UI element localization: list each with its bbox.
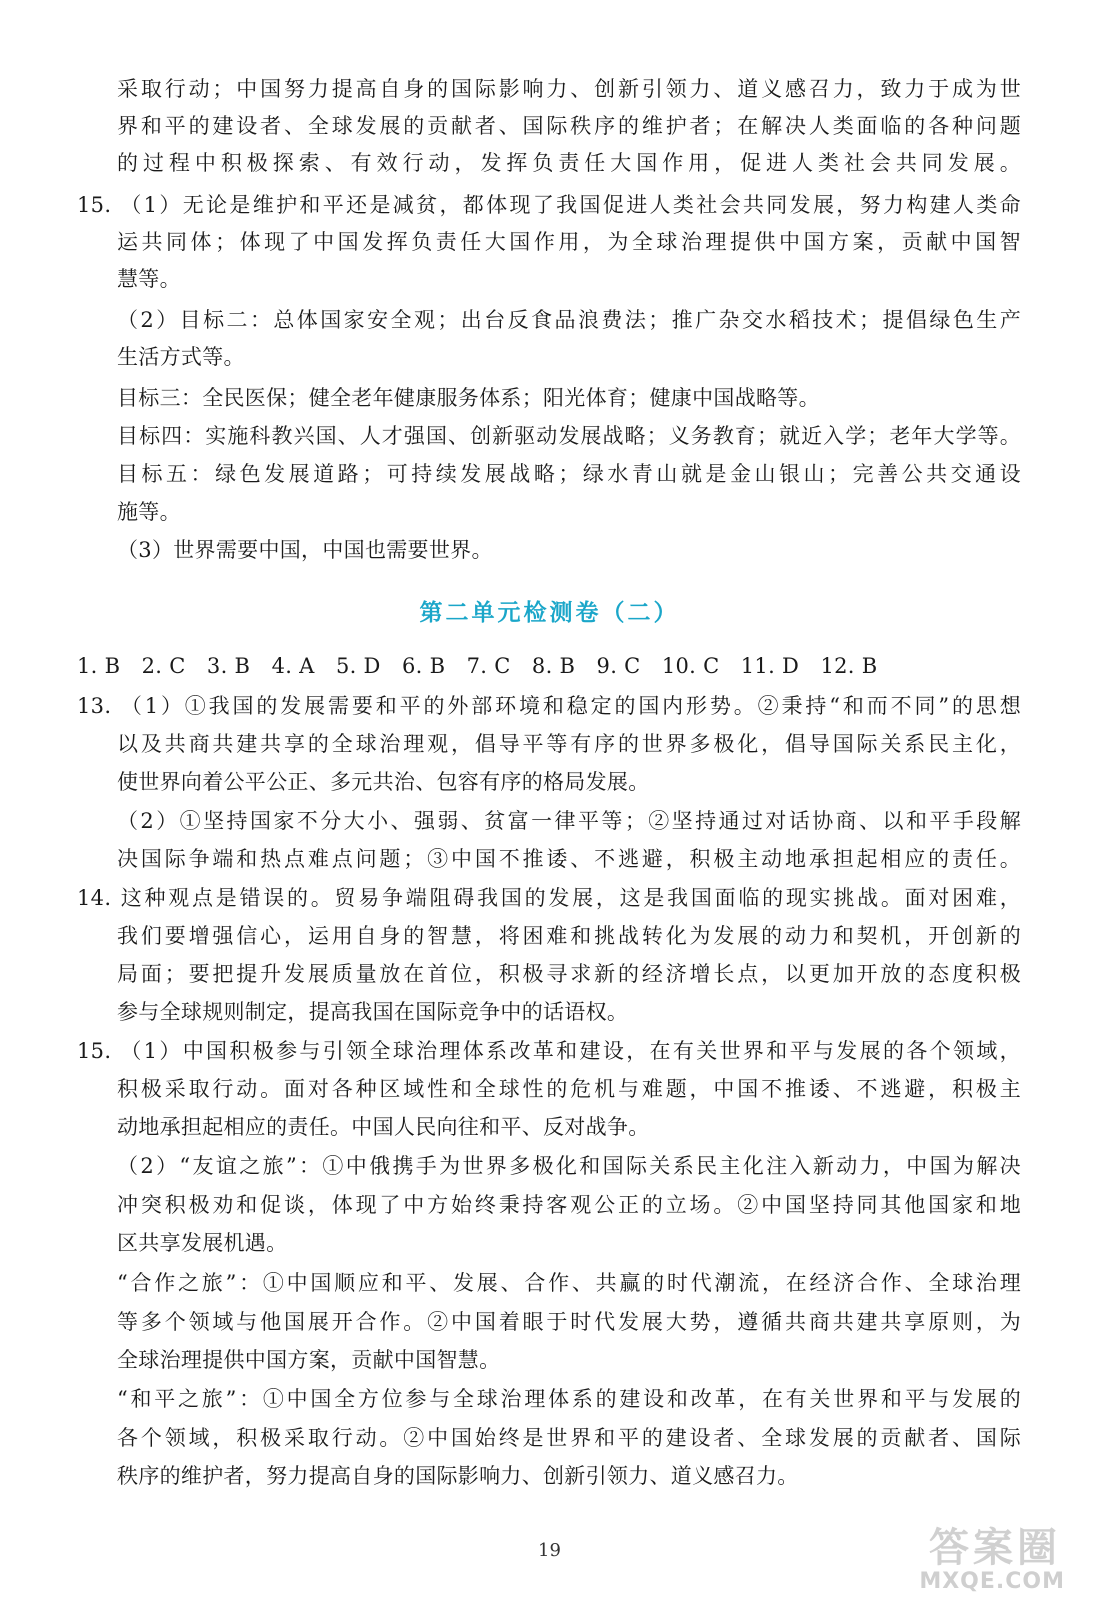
text-line: “和平之旅”：①中国全方位参与全球治理体系的建设和改革，在有关世界和平与发展的	[117, 1387, 1021, 1411]
text-line: 的过程中积极探索、有效行动，发挥负责任大国作用，促进人类社会共同发展。	[117, 151, 1021, 175]
text-line: 运共同体；体现了中国发挥负责任大国作用，为全球治理提供中国方案，贡献中国智	[117, 230, 1021, 254]
text-line: 以及共商共建共享的全球治理观，倡导平等有序的世界多极化，倡导国际关系民主化，	[117, 732, 1021, 756]
text-line: （2）“友谊之旅”：①中俄携手为世界多极化和国际关系民主化注入新动力，中国为解决	[117, 1154, 1021, 1178]
text-line: 14. 这种观点是错误的。贸易争端阻碍我国的发展，这是我国面临的现实挑战。面对困难，	[77, 886, 1021, 910]
text-line: 局面；要把提升发展质量放在首位，积极寻求新的经济增长点，以更加开放的态度积极	[117, 962, 1021, 986]
watermark-logo	[861, 1516, 1071, 1594]
text-line: 我们要增强信心，运用自身的智慧，将困难和挑战转化为发展的动力和契机，开创新的	[117, 924, 1021, 948]
watermark-cn: 答案圈	[929, 1525, 1061, 1571]
text-line: 秩序的维护者，努力提高自身的国际影响力、创新引领力、道义感召力。	[117, 1464, 799, 1488]
text-line: 生活方式等。	[117, 345, 245, 369]
text-line: 积极采取行动。面对各种区域性和全球性的危机与难题，中国不推诿、不逃避，积极主	[117, 1077, 1021, 1101]
text-line: 13. （1）①我国的发展需要和平的外部环境和稳定的国内形势。②秉持“和而不同”的思想	[77, 694, 1021, 718]
text-line: 目标四：实施科教兴国、人才强国、创新驱动发展战略；义务教育；就近入学；老年大学等。	[117, 424, 1021, 448]
text-line: 使世界向着公平公正、多元共治、包容有序的格局发展。	[117, 770, 650, 794]
text-line: 等多个领域与他国展开合作。②中国着眼于时代发展大势，遵循共商共建共享原则，为	[117, 1310, 1021, 1334]
text-line: “合作之旅”：①中国顺应和平、发展、合作、共赢的时代潮流，在经济合作、全球治理	[117, 1271, 1021, 1295]
text-line: 施等。	[117, 500, 181, 524]
text-line: （2）①坚持国家不分大小、强弱、贫富一律平等；②坚持通过对话协商、以和平手段解	[117, 809, 1021, 833]
text-line: 15. （1）中国积极参与引领全球治理体系改革和建设，在有关世界和平与发展的各个领域，	[77, 1039, 1021, 1063]
text-line: （2）目标二：总体国家安全观；出台反食品浪费法；推广杂交水稻技术；提倡绿色生产	[117, 308, 1021, 332]
watermark-en: MXQE.COM	[919, 1569, 1065, 1594]
text-line: （3）世界需要中国，中国也需要世界。	[117, 538, 493, 562]
text-line: 慧等。	[117, 267, 181, 291]
text-line: 目标五：绿色发展道路；可持续发展战略；绿水青山就是金山银山；完善公共交通设	[117, 462, 1021, 486]
text-line: 动地承担起相应的责任。中国人民向往和平、反对战争。	[117, 1115, 650, 1139]
text-line: 15. （1）无论是维护和平还是减贫，都体现了我国促进人类社会共同发展，努力构建人类命	[77, 193, 1021, 217]
text-line: 目标三：全民医保；健全老年健康服务体系；阳光体育；健康中国战略等。	[117, 386, 820, 410]
text-line: 各个领域，积极采取行动。②中国始终是世界和平的建设者、全球发展的贡献者、国际	[117, 1426, 1021, 1450]
text-line: 决国际争端和热点难点问题；③中国不推诿、不逃避，积极主动地承担起相应的责任。	[117, 847, 1021, 871]
text-line: 1. B 2. C 3. B 4. A 5. D 6. B 7. C 8. B 9. C 10. C 11. D 12. B	[77, 654, 878, 678]
text-line: 界和平的建设者、全球发展的贡献者、国际秩序的维护者；在解决人类面临的各种问题	[117, 114, 1021, 138]
page-number: 19	[538, 1540, 561, 1561]
text-line: 采取行动；中国努力提高自身的国际影响力、创新引领力、道义感召力，致力于成为世	[117, 77, 1021, 101]
section-title: 第二单元检测卷（二）	[419, 600, 680, 626]
text-line: 冲突积极劝和促谈，体现了中方始终秉持客观公正的立场。②中国坚持同其他国家和地	[117, 1193, 1021, 1217]
text-line: 区共享发展机遇。	[117, 1231, 288, 1255]
text-line: 参与全球规则制定，提高我国在国际竞争中的话语权。	[117, 1000, 629, 1024]
text-line: 全球治理提供中国方案，贡献中国智慧。	[117, 1348, 501, 1372]
